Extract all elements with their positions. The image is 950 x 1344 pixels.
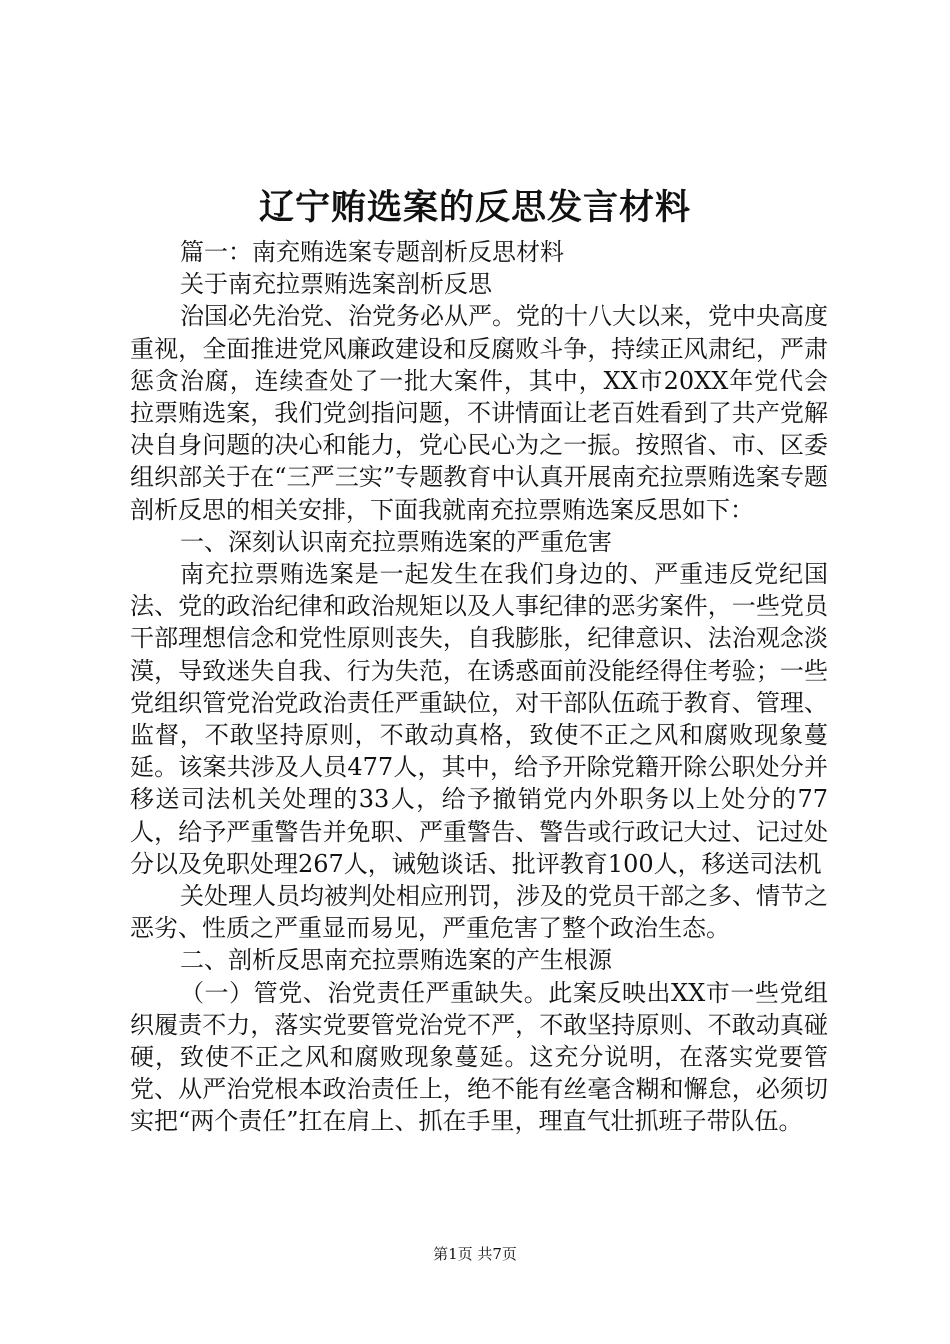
paragraph-responsibility: （一）管党、治党责任严重缺失。此案反映出XX市一些党组织履责不力，落实党要管党治党不严，不敢坚持原则、不敢动真碰硬，致使不正之风和腐败现象蔓延。这充分说明，在落实党要管党、从严治党根本政治责任上，绝不能有丝毫含糊和懈怠，必须切实把“两个责任”扛在肩上、抓在手里，理直气壮抓班子带队伍。	[130, 978, 828, 1136]
paragraph-harm-continued: 关处理人员均被判处相应刑罚，涉及的党员干部之多、情节之恶劣、性质之严重显而易见，严重危害了整个政治生态。	[130, 882, 828, 943]
paragraph-intro: 治国必先治党、治党务必从严。党的十八大以来，党中央高度重视，全面推进党风廉政建设和反腐败斗争，持续正风肃纪，严肃惩贪治腐，连续查处了一批大案件，其中，XX市20XX年党代会拉票贿选案，我们党剑指问题，不讲情面让老百姓看到了共产党解决自身问题的决心和能力，党心民心为之一振。按照省、市、区委组织部关于在“三严三实”专题教育中认真开展南充拉票贿选案专题剖析反思的相关安排，下面我就南充拉票贿选案反思如下：	[130, 302, 828, 524]
paragraph-harm: 南充拉票贿选案是一起发生在我们身边的、严重违反党纪国法、党的政治纪律和政治规矩以及人事纪律的恶劣案件，一些党员干部理想信念和党性原则丧失，自我膨胀，纪律意识、法治观念淡漠，导致迷失自我、行为失范，在诱惑面前没能经得住考验；一些党组织管党治党政治责任严重缺位，对干部队伍疏于教育、管理、监督，不敢坚持原则，不敢动真格，致使不正之风和腐败现象蔓延。该案共涉及人员477人，其中，给予开除党籍开除公职处分并移送司法机关处理的33人，给予撤销党内外职务以上处分的77人，给予严重警告并免职、严重警告、警告或行政记大过、记过处分以及免职处理267人，诫勉谈话、批评教育100人，移送司法机	[130, 560, 828, 878]
document-title: 辽宁贿选案的反思发言材料	[258, 187, 691, 228]
section-heading-2: 二、剖析反思南充拉票贿选案的产生根源	[180, 946, 612, 975]
page-footer: 第1页 共7页	[433, 1245, 517, 1263]
paragraph-subtitle: 关于南充拉票贿选案剖析反思	[180, 270, 492, 299]
document-body	[130, 236, 828, 1138]
paragraph-article-heading: 篇一：南充贿选案专题剖析反思材料	[180, 238, 564, 266]
section-heading-1: 一、深刻认识南充拉票贿选案的严重危害	[180, 527, 612, 556]
